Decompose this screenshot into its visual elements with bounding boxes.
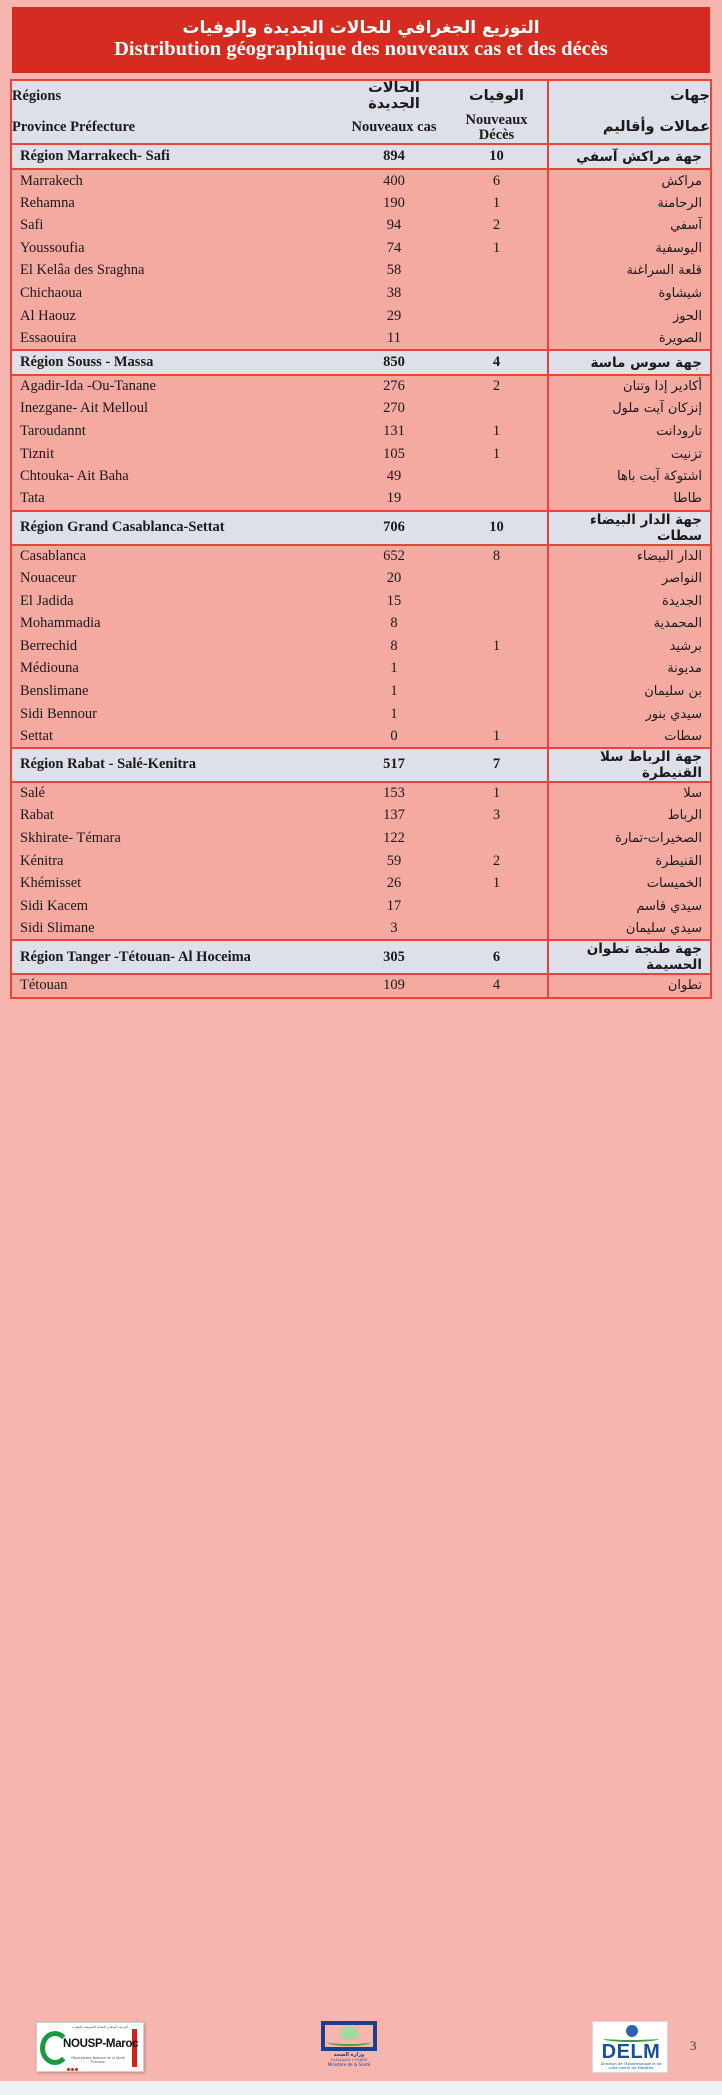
table-row (12, 590, 710, 613)
province-cases: 190 (342, 192, 446, 215)
province-name-ar: مديونة (548, 658, 710, 681)
table-header-row-2 (12, 113, 710, 144)
province-name-fr: Tata (12, 488, 342, 511)
region-name-fr: Région Grand Casablanca-Settat (12, 511, 342, 545)
province-deaths (446, 260, 548, 283)
province-cases: 19 (342, 488, 446, 511)
region-total-row (12, 748, 710, 782)
table-row (12, 305, 710, 328)
province-cases: 652 (342, 545, 446, 568)
province-name-fr: Tétouan (12, 974, 342, 997)
province-name-ar: برشيد (548, 635, 710, 658)
nousp-top-text: المرصد الوطني للصحة العمومية بالمغرب (71, 2025, 129, 2029)
region-cases: 850 (342, 350, 446, 375)
delm-logo (592, 2021, 668, 2073)
province-cases: 1 (342, 680, 446, 703)
province-cases: 276 (342, 375, 446, 398)
province-name-ar: اشتوكة آيت باها (548, 465, 710, 488)
region-total-row (12, 350, 710, 375)
province-cases: 17 (342, 895, 446, 918)
province-name-fr: Tiznit (12, 443, 342, 466)
province-cases: 153 (342, 782, 446, 805)
region-cases: 894 (342, 144, 446, 169)
province-name-fr: Mohammadia (12, 612, 342, 635)
province-cases: 58 (342, 260, 446, 283)
province-name-fr: Salé (12, 782, 342, 805)
province-cases: 8 (342, 635, 446, 658)
table-row (12, 612, 710, 635)
province-name-fr: Kénitra (12, 850, 342, 873)
province-cases: 59 (342, 850, 446, 873)
province-deaths (446, 703, 548, 726)
header-nouveaux-cas: Nouveaux cas (342, 113, 446, 144)
province-cases: 0 (342, 725, 446, 748)
table-row (12, 918, 710, 941)
province-deaths: 1 (446, 420, 548, 443)
province-name-fr: Skhirate- Témara (12, 827, 342, 850)
header-nouveaux-deces: Nouveaux Décès (446, 113, 548, 144)
ministry-arabic: وزارة الصحة (333, 2052, 365, 2058)
province-deaths: 2 (446, 375, 548, 398)
province-name-ar: شيشاوة (548, 282, 710, 305)
province-cases: 38 (342, 282, 446, 305)
title-french: Distribution géographique des nouveaux cas et des décès (114, 37, 608, 60)
province-deaths (446, 680, 548, 703)
region-deaths: 7 (446, 748, 548, 782)
province-name-ar: مراكش (548, 169, 710, 192)
ministry-frame-icon (321, 2021, 377, 2051)
table-row (12, 680, 710, 703)
ministry-of-health-logo (320, 2021, 378, 2077)
province-name-fr: Berrechid (12, 635, 342, 658)
province-cases: 400 (342, 169, 446, 192)
province-deaths: 2 (446, 215, 548, 238)
province-deaths: 1 (446, 872, 548, 895)
province-cases: 3 (342, 918, 446, 941)
province-deaths (446, 282, 548, 305)
province-cases: 105 (342, 443, 446, 466)
province-name-ar: سيدي بنور (548, 703, 710, 726)
province-deaths (446, 612, 548, 635)
province-cases: 270 (342, 398, 446, 421)
table-row (12, 327, 710, 350)
province-name-ar: الرحامنة (548, 192, 710, 215)
province-name-fr: Médiouna (12, 658, 342, 681)
province-cases: 137 (342, 805, 446, 828)
province-name-fr: Chtouka- Ait Baha (12, 465, 342, 488)
province-name-fr: Safi (12, 215, 342, 238)
province-cases: 122 (342, 827, 446, 850)
province-deaths (446, 658, 548, 681)
province-name-ar: الجديدة (548, 590, 710, 613)
province-deaths: 6 (446, 169, 548, 192)
province-deaths: 1 (446, 443, 548, 466)
province-name-fr: Essaouira (12, 327, 342, 350)
ministry-swoosh-icon (327, 2038, 371, 2046)
table-row (12, 192, 710, 215)
region-total-row (12, 144, 710, 169)
province-cases: 131 (342, 420, 446, 443)
province-name-ar: اليوسفية (548, 237, 710, 260)
distribution-table-wrapper (10, 79, 712, 999)
header-cases-arabic: الحالات الجديدة (342, 81, 446, 113)
table-row (12, 282, 710, 305)
title-arabic: التوزيع الجغرافي للحالات الجديدة والوفيات (182, 17, 540, 38)
region-name-ar: جهة الدار البيضاء سطات (548, 511, 710, 545)
table-row (12, 398, 710, 421)
province-name-fr: Rehamna (12, 192, 342, 215)
province-name-ar: الرباط (548, 805, 710, 828)
province-name-fr: Youssoufia (12, 237, 342, 260)
table-row (12, 375, 710, 398)
province-cases: 26 (342, 872, 446, 895)
table-row (12, 545, 710, 568)
table-row (12, 895, 710, 918)
region-name-ar: جهة سوس ماسة (548, 350, 710, 375)
province-name-ar: سلا (548, 782, 710, 805)
province-name-fr: Inezgane- Ait Melloul (12, 398, 342, 421)
province-cases: 49 (342, 465, 446, 488)
table-row (12, 260, 710, 283)
header-regions-arabic: جهات (548, 81, 710, 113)
province-cases: 94 (342, 215, 446, 238)
province-cases: 74 (342, 237, 446, 260)
province-name-fr: Nouaceur (12, 567, 342, 590)
region-cases: 517 (342, 748, 446, 782)
province-name-fr: El Kelâa des Sraghna (12, 260, 342, 283)
province-name-fr: Agadir-Ida -Ou-Tanane (12, 375, 342, 398)
delm-subtitle: Direction de l'Epidémiologie et de Lutte contre les Maladies (600, 2062, 662, 2071)
province-cases: 29 (342, 305, 446, 328)
province-name-ar: سطات (548, 725, 710, 748)
header-province-prefecture: Province Préfecture (12, 113, 342, 144)
region-name-fr: Région Rabat - Salé-Kenitra (12, 748, 342, 782)
footer (0, 1008, 722, 2071)
province-name-fr: Marrakech (12, 169, 342, 192)
province-name-fr: Benslimane (12, 680, 342, 703)
table-header-row-1 (12, 81, 710, 113)
province-deaths (446, 590, 548, 613)
province-deaths (446, 895, 548, 918)
table-row (12, 805, 710, 828)
province-name-ar: أكادير إدا وتنان (548, 375, 710, 398)
province-name-ar: تارودانت (548, 420, 710, 443)
province-name-ar: سيدي سليمان (548, 918, 710, 941)
table-row (12, 215, 710, 238)
province-deaths (446, 398, 548, 421)
ministry-tifinagh: ⵜⴰⵎⴰⵡⴰⵙⵜ ⵏ ⵜⴷⵓⵙⵉ (330, 2058, 368, 2062)
region-name-fr: Région Marrakech- Safi (12, 144, 342, 169)
province-name-fr: Rabat (12, 805, 342, 828)
nousp-name: NOUSP-Maroc (63, 2038, 139, 2050)
province-deaths (446, 567, 548, 590)
region-name-ar: جهة الرباط سلا القنيطرة (548, 748, 710, 782)
province-name-fr: Sidi Kacem (12, 895, 342, 918)
province-deaths (446, 488, 548, 511)
province-deaths (446, 327, 548, 350)
province-deaths (446, 827, 548, 850)
table-row (12, 488, 710, 511)
province-deaths (446, 918, 548, 941)
region-total-row (12, 511, 710, 545)
region-name-ar: جهة مراكش آسفي (548, 144, 710, 169)
province-name-fr: Al Haouz (12, 305, 342, 328)
province-cases: 11 (342, 327, 446, 350)
province-name-ar: إنزكان آيت ملول (548, 398, 710, 421)
province-name-fr: Settat (12, 725, 342, 748)
table-body (12, 81, 710, 997)
province-name-fr: El Jadida (12, 590, 342, 613)
province-name-ar: بن سليمان (548, 680, 710, 703)
province-deaths: 1 (446, 635, 548, 658)
header-regions: Régions (12, 81, 342, 113)
table-row (12, 872, 710, 895)
region-deaths: 6 (446, 940, 548, 974)
province-deaths: 4 (446, 974, 548, 997)
table-row (12, 567, 710, 590)
province-cases: 8 (342, 612, 446, 635)
province-deaths: 1 (446, 192, 548, 215)
province-name-ar: آسفي (548, 215, 710, 238)
province-name-ar: الدار البيضاء (548, 545, 710, 568)
table-row (12, 850, 710, 873)
region-name-fr: Région Tanger -Tétouan- Al Hoceima (12, 940, 342, 974)
region-cases: 305 (342, 940, 446, 974)
table-row (12, 635, 710, 658)
province-name-fr: Sidi Bennour (12, 703, 342, 726)
title-banner (12, 7, 710, 73)
province-name-ar: قلعة السراغنة (548, 260, 710, 283)
table-row (12, 237, 710, 260)
province-name-fr: Sidi Slimane (12, 918, 342, 941)
province-name-ar: طاطا (548, 488, 710, 511)
page-number: 3 (690, 2038, 697, 2053)
province-deaths: 3 (446, 805, 548, 828)
region-deaths: 10 (446, 511, 548, 545)
footer-strip (0, 2081, 722, 2095)
province-deaths: 1 (446, 782, 548, 805)
province-deaths: 8 (446, 545, 548, 568)
province-name-fr: Taroudannt (12, 420, 342, 443)
delm-name: DELM (601, 2041, 661, 2063)
province-deaths (446, 465, 548, 488)
table-row (12, 974, 710, 997)
table-row (12, 827, 710, 850)
province-name-ar: سيدي قاسم (548, 895, 710, 918)
table-row (12, 420, 710, 443)
province-name-fr: Casablanca (12, 545, 342, 568)
province-cases: 1 (342, 658, 446, 681)
province-cases: 15 (342, 590, 446, 613)
table-row (12, 465, 710, 488)
province-deaths: 2 (446, 850, 548, 873)
province-name-ar: النواصر (548, 567, 710, 590)
region-name-fr: Région Souss - Massa (12, 350, 342, 375)
province-deaths: 1 (446, 237, 548, 260)
province-name-ar: المحمدية (548, 612, 710, 635)
province-name-ar: تطوان (548, 974, 710, 997)
province-cases: 1 (342, 703, 446, 726)
province-name-ar: الحوز (548, 305, 710, 328)
province-name-fr: Khémisset (12, 872, 342, 895)
table-row (12, 782, 710, 805)
header-deaths-arabic: الوفيات (446, 81, 548, 113)
table-row (12, 658, 710, 681)
province-cases: 20 (342, 567, 446, 590)
region-deaths: 10 (446, 144, 548, 169)
province-deaths: 1 (446, 725, 548, 748)
province-name-ar: القنيطرة (548, 850, 710, 873)
ministry-french: Ministère de la Santé (327, 2062, 371, 2068)
distribution-table (12, 81, 710, 997)
province-name-ar: الصخيرات-تمارة (548, 827, 710, 850)
header-prefectures-arabic: عمالات وأقاليم (548, 113, 710, 144)
table-row (12, 169, 710, 192)
table-row (12, 443, 710, 466)
province-cases: 109 (342, 974, 446, 997)
region-cases: 706 (342, 511, 446, 545)
province-name-fr: Chichaoua (12, 282, 342, 305)
province-name-ar: الخميسات (548, 872, 710, 895)
region-name-ar: جهة طنجة تطوان الحسيمة (548, 940, 710, 974)
region-total-row (12, 940, 710, 974)
nousp-maroc-logo (36, 2022, 144, 2072)
table-row (12, 725, 710, 748)
region-deaths: 4 (446, 350, 548, 375)
province-name-ar: الصويرة (548, 327, 710, 350)
nousp-bottom-text: Observatoire National de la Santé Publique (71, 2056, 125, 2064)
province-deaths (446, 305, 548, 328)
table-row (12, 703, 710, 726)
province-name-ar: تزنيت (548, 443, 710, 466)
